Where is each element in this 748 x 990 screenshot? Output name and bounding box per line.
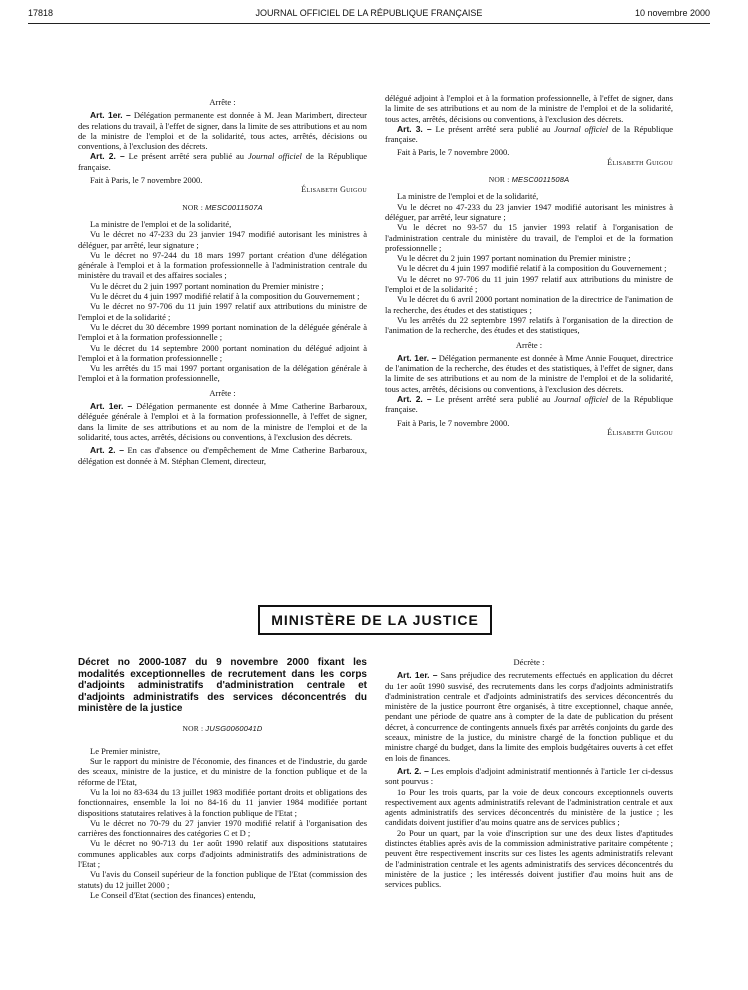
paragraph: délégué adjoint à l'emploi et à la formation professionnelle, à l'effet de signer, dans la limite de ses attributions et au nom de la ministre de l'emploi et de la solidarité, tous actes, arrêtés, décisions ou conventions, à l'exclusion des décrets. <box>385 93 673 124</box>
paragraph: Le Premier ministre, <box>90 745 161 756</box>
paragraph: Vu le décret no 97-244 du 18 mars 1997 portant création d'une délégation générale à l'emploi et à la formation professionnelle à l'administration centrale du ministère du travail et des affaires sociales ; <box>78 249 367 281</box>
article-text: Délégation permanente est donnée à M. Jean Marimbert, directeur des relations du travail, à l'effet de signer, dans la limite de ses attributions et au nom de la ministre de l'emploi et de la solidarité, tous actes, arrêtés, décisions ou conventions, à l'exclusion des décrets. <box>78 110 367 152</box>
nor-code: MESC0011508A <box>511 175 570 185</box>
decrete-heading: Décrète : <box>513 657 545 667</box>
signature: Élisabeth Guigou <box>607 157 673 167</box>
arrete-heading: Arrête : <box>209 387 236 398</box>
paragraph: Vu les arrêtés du 22 septembre 1997 relatifs à l'organisation de la direction de l'animation de la recherche, des études et des statistiques, <box>385 314 673 336</box>
paragraph: La ministre de l'emploi et de la solidarité, <box>397 191 539 202</box>
paragraph: Vu le décret du 6 avril 2000 portant nomination de la directrice de l'animation de la recherche, des études et des statistiques ; <box>385 294 673 315</box>
nor-reference <box>78 724 367 734</box>
signature: Élisabeth Guigou <box>607 427 673 437</box>
ministry-heading-box <box>258 605 492 635</box>
page-number: 17818 <box>28 8 54 18</box>
paragraph: Vu le décret no 90-713 du 1er août 1990 relatif aux dispositions statutaires communes applicables aux corps d'adjoints administratifs des administrations de l'Etat ; <box>78 838 367 870</box>
journal-title: JOURNAL OFFICIEL DE LA RÉPUBLIQUE FRANÇAISE <box>255 8 483 18</box>
paragraph: Vu le décret du 4 juin 1997 modifié relatif à la composition du Gouvernement ; <box>90 291 360 302</box>
ministry-heading: MINISTÈRE DE LA JUSTICE <box>271 612 479 628</box>
paragraph: 2o Pour un quart, par la voie d'inscription sur une des deux listes d'aptitudes distinctes établies après avis de la commission administrative paritaire compétente ; peuvent être respectivement inscrits sur ces listes les agents administratifs relevant de l'administration centrale et les agents administratifs des services déconcentrés du ministère de la justice ; les intéressés doivent justifier d'au moins huit ans de services publics. <box>385 827 673 890</box>
paragraph: Sur le rapport du ministre de l'économie, des finances et de l'industrie, du garde des sceaux, ministre de la justice, et du ministre de la fonction publique et de la réforme de l'Etat, <box>78 756 367 787</box>
article-text: Délégation permanente est donnée à Mme Catherine Barbaroux, déléguée générale à l'emploi et à la formation professionnelle, à l'effet de signer, dans la limite de ses attributions et au nom de la ministre de l'emploi et de la solidarité, tous actes, arrêtés, décisions ou conventions, à l'exclusion des décrets. <box>78 401 368 442</box>
article-3-paragraph <box>385 124 673 145</box>
journal-name: Journal officiel <box>247 151 302 162</box>
arrete-heading: Arrête : <box>209 97 236 107</box>
decree-title: Décret no 2000-1087 du 9 novembre 2000 fixant les modalités exceptionnelles de recrutement dans les corps d'adjoints administratifs d'administration centrale et d'adjoints administratifs des services déconcentrés du ministère de la justice <box>78 657 367 714</box>
article-1-paragraph <box>385 353 673 394</box>
header-rule <box>28 23 710 24</box>
article-text: de la République française. <box>78 151 368 172</box>
nor-label: NOR : <box>488 175 510 185</box>
paragraph: Vu le décret no 93-57 du 15 janvier 1993 relatif à l'organisation de l'administration centrale du ministère du travail, de l'emploi et de la formation professionnelle ; <box>385 222 673 253</box>
paragraph: Vu le décret no 97-706 du 11 juin 1997 relatif aux attributions du ministre de l'emploi et de la solidarité ; <box>385 273 673 295</box>
article-label: Art. 3. – <box>397 123 432 134</box>
signature: Élisabeth Guigou <box>301 185 367 195</box>
paragraph: Vu le décret du 30 décembre 1999 portant nomination de la déléguée générale à l'emploi et à la formation professionnelle ; <box>78 321 367 343</box>
paragraph: 1o Pour les trois quarts, par la voie de deux concours exceptionnels ouverts respectivement aux agents administratifs relevant de l'administration centrale et aux agents administratifs des services déconcentrés du ministère de la justice ; les candidats doivent justifier d'au moins quatre ans de services publics ; <box>385 786 673 828</box>
article-1-paragraph <box>385 670 673 763</box>
paragraph: Le Conseil d'Etat (section des finances) entendu, <box>90 889 256 900</box>
article-text: Les emplois d'adjoint administratif mentionnés à l'article 1er ci-dessus sont pourvus : <box>385 765 673 787</box>
article-2-paragraph <box>385 394 673 415</box>
article-2-paragraph <box>78 151 367 172</box>
paragraph: Vu le décret du 4 juin 1997 modifié relatif à la composition du Gouvernement ; <box>397 263 667 274</box>
article-label: Art. 1er. – <box>90 110 131 121</box>
paragraph: Vu le décret du 2 juin 1997 portant nomination du Premier ministre ; <box>90 280 324 291</box>
nor-label: NOR : <box>182 723 204 733</box>
nor-reference <box>78 203 367 213</box>
article-1-paragraph <box>78 401 367 442</box>
article-2-paragraph <box>78 445 367 466</box>
article-text: Le présent arrêté sera publié au <box>435 394 551 405</box>
fait-a-paris: Fait à Paris, le 7 novembre 2000. <box>90 175 203 186</box>
paragraph: La ministre de l'emploi et de la solidarité, <box>90 218 232 229</box>
nor-code: JUSG0060041D <box>205 723 263 733</box>
right-bottom-column <box>385 657 673 890</box>
page-header <box>28 6 710 22</box>
paragraph: Vu le décret du 2 juin 1997 portant nomination du Premier ministre ; <box>397 253 631 264</box>
article-text: Sans préjudice des recrutements effectués en application du décret du 1er août 1990 susvisé, des recrutements dans les corps d'adjoints administratifs d'administration centrale et d'adjoints administratifs des services déconcentrés du ministère de la justice pourront être organisés, à titre exceptionnel, chaque année, pendant une période de quatre ans à compter de la date de publication du présent décret, à concurrence de contingents annuels fixés par arrêtés conjoints du garde des sceaux, ministre de la justice, du ministre chargé de la fonction publique et du ministre chargé du budget, dans la limite des emplois budgétaires ouverts à cet effet en lois de finances. <box>385 670 673 763</box>
paragraph: Vu le décret no 97-706 du 11 juin 1997 relatif aux attributions du ministre de l'emploi et de la solidarité ; <box>78 301 367 322</box>
article-2-paragraph <box>385 766 673 787</box>
article-1-paragraph <box>78 110 367 151</box>
fait-a-paris: Fait à Paris, le 7 novembre 2000. <box>397 417 510 428</box>
nor-reference <box>385 175 673 185</box>
article-label: Art. 2. – <box>90 151 125 162</box>
paragraph: Vu l'avis du Conseil supérieur de la fonction publique de l'Etat (commission des statuts) du 12 juillet 2000 ; <box>78 869 367 890</box>
left-top-column <box>78 93 367 466</box>
paragraph: Vu le décret du 14 septembre 2000 portant nomination du délégué adjoint à l'emploi et à la formation professionnelle ; <box>78 342 367 363</box>
nor-label: NOR : <box>182 202 203 212</box>
article-label: Art. 1er. – <box>397 670 438 681</box>
arrete-heading: Arrête : <box>515 339 543 350</box>
journal-name: Journal officiel <box>554 123 609 134</box>
article-text: Le présent arrêté sera publié au <box>128 151 245 162</box>
article-text: de la République française. <box>385 123 674 145</box>
article-label: Art. 2. – <box>397 765 429 776</box>
left-bottom-column <box>78 657 367 900</box>
article-text: En cas d'absence ou d'empêchement de Mme Catherine Barbaroux, délégation est donnée à M. Stéphan Clement, directeur, <box>78 445 367 466</box>
article-text: de la République française. <box>385 394 674 415</box>
paragraph: Vu les arrêtés du 15 mai 1997 portant organisation de la délégation générale à l'emploi et à la formation professionnelle, <box>78 363 367 384</box>
paragraph: Vu la loi no 83-634 du 13 juillet 1983 modifiée portant droits et obligations des fonctionnaires, ensemble la loi no 84-16 du 11 janvier 1984 modifiée portant dispositions statutaires relatives à la fonction publique de l'Etat ; <box>78 786 367 818</box>
article-label: Art. 1er. – <box>397 352 437 363</box>
journal-name: Journal officiel <box>554 394 609 405</box>
right-top-column <box>385 93 673 444</box>
article-label: Art. 1er. – <box>90 401 133 412</box>
fait-a-paris: Fait à Paris, le 7 novembre 2000. <box>397 147 510 158</box>
article-label: Art. 2. – <box>397 394 432 405</box>
paragraph: Vu le décret no 47-233 du 23 janvier 1947 modifié autorisant les ministres à déléguer, par arrêté, leur signature ; <box>385 201 673 222</box>
paragraph: Vu le décret no 70-79 du 27 janvier 1970 modifié relatif à l'organisation des carrières des fonctionnaires des catégories C et D ; <box>78 817 367 839</box>
article-text: Délégation permanente est donnée à Mme Annie Fouquet, directrice de l'animation de la recherche, des études et des statistiques, à l'effet de signer, dans la limite de ses attributions et au nom de la ministre de l'emploi et de la solidarité, tous actes, arrêtés, décisions ou conventions, à l'exclusion des décrets. <box>385 352 674 394</box>
article-text: Le présent arrêté sera publié au <box>435 123 551 134</box>
article-label: Art. 2. – <box>90 445 124 456</box>
publication-date: 10 novembre 2000 <box>634 8 710 18</box>
nor-code: MESC0011507A <box>205 202 263 212</box>
paragraph: Vu le décret no 47-233 du 23 janvier 1947 modifié autorisant les ministres à déléguer, par arrêté, leur signature ; <box>78 229 367 250</box>
